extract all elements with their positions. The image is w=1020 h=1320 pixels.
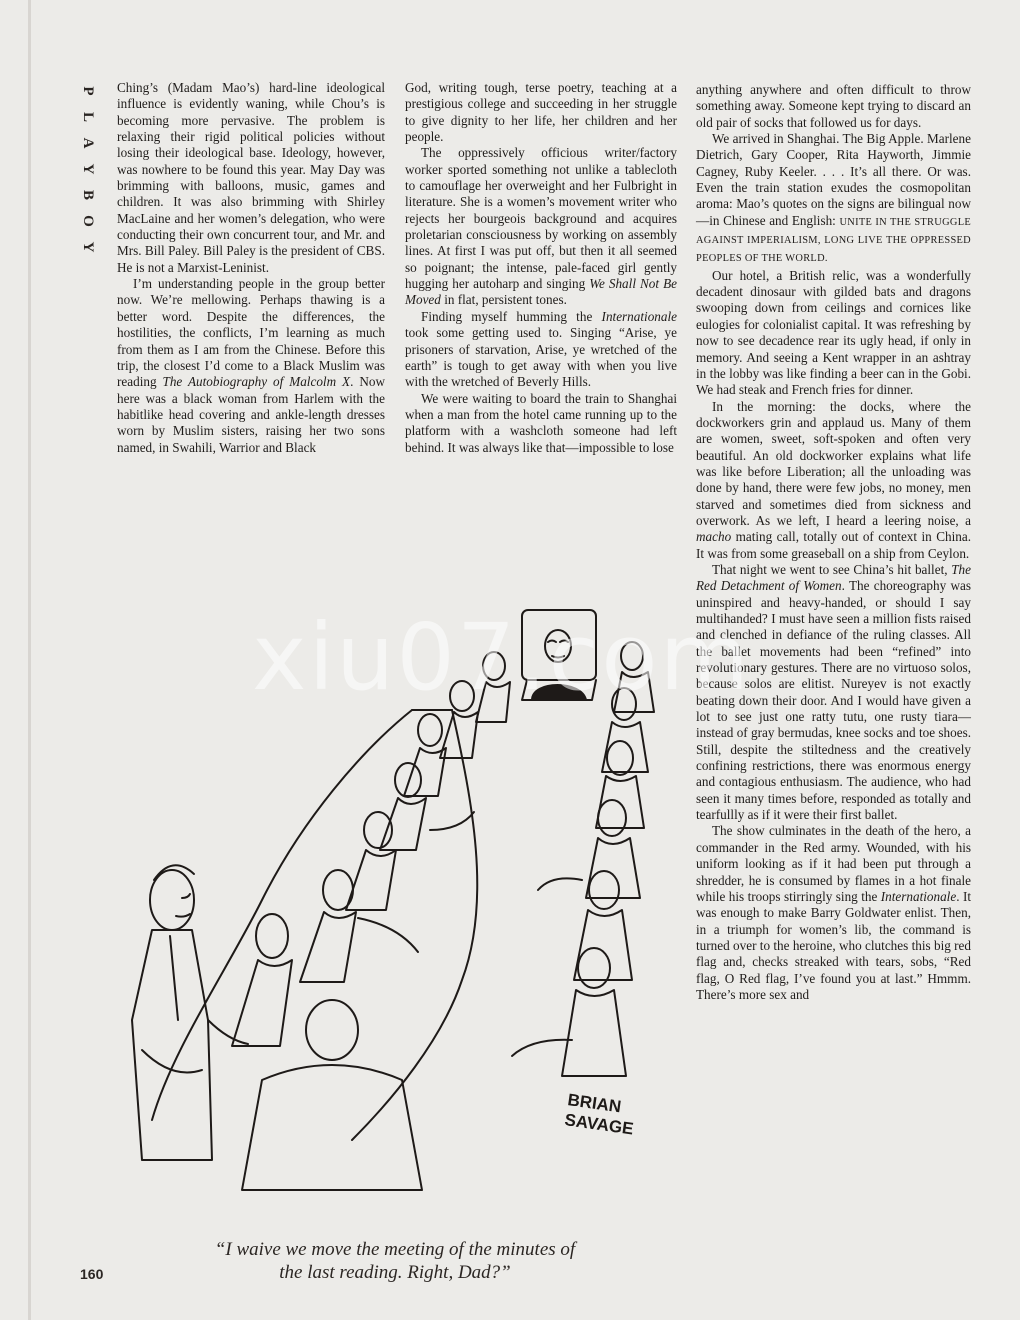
watermark: xiu07.com	[252, 604, 752, 711]
right-side-figures	[512, 642, 654, 1076]
article-paragraph: anything anywhere and often difficult to throw something away. Someone kept trying to discard an old pair of socks that followed us for days.	[696, 82, 971, 130]
article-paragraph: We arrived in Shanghai. The Big Apple. Marlene Dietrich, Gary Cooper, Rita Hayworth, Jimmie Cagney, Ruby Keeler. . . . It’s all there. Or was. Even the train station exudes the cosmopolitan aroma: Mao’s quotes on the signs are bilingual now—in Chinese and English: UNITE IN THE STRUGGLE AGAINST IMPERIALISM, LONG LIVE THE OPPRESSED PEOPLES OF THE WORLD.	[696, 131, 971, 265]
caption-line-2: the last reading. Right, Dad?”	[279, 1262, 511, 1283]
running-head-letter: Y	[80, 163, 96, 175]
article-paragraph: Finding myself humming the Internationale took some getting used to. Singing “Arise, ye prisoners of starvation, Arise, ye wretched of the earth” is tough to get away with when you live with the wretched of Beverly Hills.	[405, 308, 677, 390]
article-paragraph: We were waiting to board the train to Shanghai when a man from the hotel came running up to the platform with a washcloth someone had left behind. It was always like that—impossible to lose	[405, 390, 677, 455]
chairman-figure	[522, 610, 596, 700]
running-head-letter: L	[80, 111, 96, 122]
running-head-letter: P	[80, 86, 96, 96]
text-column-1	[117, 80, 385, 456]
article-paragraph: The show culminates in the death of the hero, a commander in the Red army. Wounded, with his uniform looking as if it had been put through a shredder, he is consumed by flames in a hot finale while his troops stirringly sing the Internationale. It was enough to make Barry Goldwater enlist. Then, in a triumph for women’s lib, the command is turned over to the heroine, who clutches this big red flag and, checks streaked with tears, sobs, “Red flag, O Red flag, I’ve found you at last.” Hmmm. There’s more sex and	[696, 823, 971, 1002]
left-side-figures	[232, 652, 510, 1046]
running-head-letter: Y	[80, 241, 96, 253]
foreground-figure-back-view	[242, 1000, 422, 1190]
text-column-2	[405, 80, 677, 456]
article-paragraph: Our hotel, a British relic, was a wonderfully decadent dinosaur with gilded bats and dragons swooping down from ceilings and cornices like eulogies for colonialist capital. It was refreshing by now to see decadence rear its ugly head, if only in memory. And seeing a Kent wrapper in an ashtray in the lobby was like finding a beer can in the Gobi. We had steak and French fries for dinner.	[696, 267, 971, 398]
article-paragraph: That night we went to see China’s hit ballet, The Red Detachment of Women. The choreography was uninspired and heavy-handed, or should I say multihanded? I must have seen a million fists raised and clenched in defiance of the ruling classes. All the ballet movements had been “refined” into revolutionary gestures. There are no virtuoso solos, because solos are elitist. Nureyev is not exactly beating down their door. And I would have given a lot to see just one ratty tutu, one rusty tiara—instead of gray bermudas, knee socks and toe shoes. Still, despite the stiltedness and the creatively confining restrictions, there was enormous energy and contagious enthusiasm. The audience, who had seen it many times before, responded as totally and tearfullly as if it were their first ballet.	[696, 561, 971, 823]
standing-speaker-figure	[132, 865, 248, 1160]
cartoon-caption	[150, 1238, 640, 1284]
running-head-letter: B	[80, 189, 96, 200]
article-paragraph: Ching’s (Madam Mao’s) hard-line ideological influence is evidently waning, while Chou’s is becoming more pervasive. The problem is relaxing their rigid political policies without losing their ideological base. Ideology, however, was nowhere to be found this year. May Day was brimming with balloons, music, games and children. It was also brimming with Shirley MacLaine and her women’s delegation, who were conducting their own concurrent tour, and Mr. and Mrs. Bill Paley. Bill Paley is the president of CBS. He is not a Marxist-Leninist.	[117, 80, 385, 275]
cartoon-illustration	[112, 600, 672, 1220]
article-paragraph: God, writing tough, terse poetry, teaching at a prestigious college and succeeding in her struggle to give dignity to her life, her children and her people.	[405, 80, 677, 145]
running-head	[80, 78, 96, 260]
article-paragraph: The oppressively officious writer/factory worker sported something not unlike a tablecloth to camouflage her overweight and her Fulbright in literature. She is a women’s movement writer who rejects her bourgeois background and acquires proletarian consciousness by working on assembly lines. At first I was put off, but then it all seemed so poignant; the intense, pale-faced girl gently hugging her autoharp and singing We Shall Not Be Moved in flat, persistent tones.	[405, 145, 677, 308]
article-paragraph: I’m understanding people in the group better now. We’re mellowing. Perhaps thawing is a better word. Despite the differences, the hostilities, the conflicts, I’m learning as much from them as I am from the Chinese. Before this trip, the closest I’d come to a Black Muslim was reading The Autobiography of Malcolm X. Now here was a black woman from Harlem with the habitlike head covering and ankle-length dresses worn by Muslim sisters, raising her two sons named, in Swahili, Warrior and Black	[117, 276, 385, 455]
running-head-letter: A	[80, 137, 96, 149]
caption-line-1: “I waive we move the meeting of the minutes of	[214, 1239, 576, 1260]
text-column-3	[696, 82, 971, 1003]
page-number: 160	[80, 1266, 104, 1282]
running-head-letter: O	[80, 215, 96, 227]
artist-signature-line2: SAVAGE	[563, 1110, 635, 1139]
artist-signature: BRIAN	[566, 1090, 623, 1117]
page-gutter	[28, 0, 31, 1320]
article-paragraph: In the morning: the docks, where the dockworkers grin and applaud us. Many of them are women, sweet, soft-spoken and often very beautiful. An old dockworker explains what life was like before Liberation; all the unloading was done by hand, there were few jobs, no money, men starved and sometimes died from sickness and overwork. As we left, I heard a leering noise, a macho mating call, totally out of context in China. It was from some greaseball on a ship from Ceylon.	[696, 398, 971, 561]
